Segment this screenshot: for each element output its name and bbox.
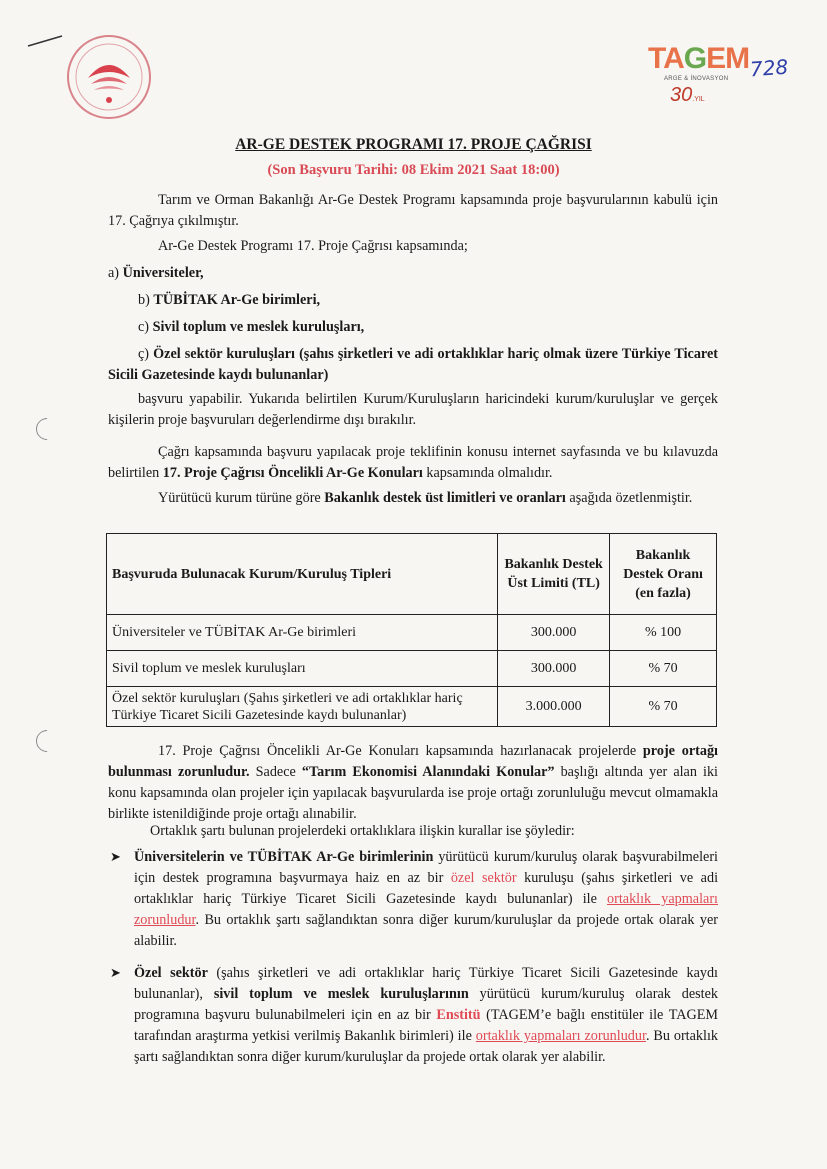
table-header-rate: Bakanlık Destek Oranı (en fazla) [610,534,717,615]
bullet2-bold-2: sivil toplum ve meslek kuruluşlarının [213,986,469,1002]
intro-paragraph: Tarım ve Orman Bakanlığı Ar-Ge Destek Programı kapsamında proje başvurularının kabulü için 17. Çağrıya çıkılmıştır. [108,192,718,229]
eligible-prefix-d: ç) [138,346,154,362]
limits-bold: Bakanlık destek üst limitleri ve oranları [324,490,566,506]
support-limits-table [106,533,717,727]
logo-part-1: TA [648,42,684,75]
rules-intro: Ortaklık şartı bulunan projelerdeki ortaklıklara ilişkin kurallar ise şöyledir: [150,823,575,839]
pen-mark-icon [26,34,64,48]
table-cell-type: Sivil toplum ve meslek kuruluşları [107,651,498,687]
limits-pre: Yürütücü kurum türüne göre [158,490,325,506]
deadline-text: (Son Başvuru Tarihi: 08 Ekim 2021 Saat 18:00) [267,162,560,178]
table-cell-rate: % 100 [610,615,717,651]
bullet2-bold-1: Özel sektör [134,965,208,981]
bullet2-text-4: . Bu ortaklık şartı sağlandıktan sonra diğer kurum/kuruluşlar da projede ortak olarak yer alabilir. [134,1028,718,1065]
bullet2-text-1: (şahıs şirketleri ve adi ortaklıklar hariç Türkiye Ticaret Sicili Gazetesinde kaydı bulunanlar), [134,965,718,1002]
eligible-item-d [108,344,718,386]
ministry-seal-icon [66,34,152,120]
eligible-text-b: TÜBİTAK Ar-Ge birimleri, [153,292,321,308]
bullet1-bold: Üniversitelerin ve TÜBİTAK Ar-Ge birimlerinin [134,849,434,865]
arrow-bullet-icon: ➤ [110,966,121,981]
topics-post: kapsamında olmalıdır. [422,465,553,481]
punch-hole-icon [31,725,62,756]
table-header-type: Başvuruda Bulunacak Kurum/Kuruluş Tipleri [107,534,498,615]
topics-bold: 17. Proje Çağrısı Öncelikli Ar-Ge Konuları [162,465,423,481]
table-cell-limit: 300.000 [498,651,610,687]
partner-bold-1: proje ortağı bulunması zorunludur. [108,743,718,780]
bullet2-red-1: Enstitü [436,1007,481,1023]
bullet1-red-1: özel sektör [450,870,517,886]
logo-tagline: ARGE & İNOVASYON [664,76,729,82]
table-cell-type: Özel sektör kuruluşları (Şahıs şirketleri ve adi ortaklıklar hariç Türkiye Ticaret Sicili Gazetesinde kaydı bulunanlar) [107,687,498,727]
bullet2-text-3: (TAGEM’e bağlı enstitüler ile TAGEM tarafından araştırma yetkisi verilmiş Bakanlık birimleri) ile [134,1007,718,1044]
bullet1-text-3: . Bu ortaklık şartı sağlandıktan sonra diğer kurum/kuruluşlar da projede ortak olarak yer alabilir. [134,912,718,949]
partner-text-3: başlığı altında yer alan iki konu kapsamında olan projeler için yapılacak başvurularda ise proje ortağı zorunluluğu mevcut olmamakla birlikte istenildiğinde proje ortağı alınabilir. [108,764,718,822]
bullet1-red-2: ortaklık yapmaları zorunludur [134,891,718,928]
eligible-prefix-b: b) [138,292,154,308]
anniversary-suffix: .YIL [692,96,705,103]
bullet1-text-1: yürütücü kurum/kuruluş olarak başvurabilmeleri için destek programına başvurmaya haiz en az bir [134,849,718,886]
topics-paragraph [108,442,718,484]
eligible-text-d: Özel sektör kuruluşları (şahıs şirketleri ve adi ortaklıklar hariç olmak üzere Türkiye Ticaret Sicili Gazetesinde kaydı bulunanlar) [108,346,718,383]
eligible-prefix-c: c) [138,319,153,335]
anniversary-mark [670,84,705,107]
scope-intro: Ar-Ge Destek Programı 17. Proje Çağrısı kapsamında; [158,238,468,254]
partner-paragraph [108,741,718,825]
punch-hole-icon [31,413,62,444]
table-cell-type: Üniversiteler ve TÜBİTAK Ar-Ge birimleri [107,615,498,651]
bullet1-text-2: kuruluşu (şahıs şirketleri ve adi ortaklıklar hariç Türkiye Ticaret Sicili Gazetesinde kaydı bulunanlar) ile [134,870,719,907]
handwritten-number: 728 [749,54,789,82]
table-header-row [107,534,717,615]
table-row [107,615,717,651]
table-cell-rate: % 70 [610,651,717,687]
rule-bullet-2 [134,963,718,1068]
limits-post: aşağıda özetlenmiştir. [565,490,693,506]
bullet2-red-2: ortaklık yapmaları zorunludur [475,1028,646,1044]
table-cell-rate: % 70 [610,687,717,727]
eligible-outro: başvuru yapabilir. Yukarıda belirtilen Kurum/Kuruluşların haricindeki kurum/kuruluşlar ve gerçek kişilerin proje başvuruları değerlendirme dışı bırakılır. [108,391,718,428]
table-cell-limit: 300.000 [498,615,610,651]
bullet2-text-2: yürütücü kurum/kuruluş olarak destek programına başvuru bulunabilmeleri için en az bir [134,986,718,1023]
eligible-item-b [138,290,320,311]
eligible-item-c [138,317,364,338]
eligible-text-c: Sivil toplum ve meslek kuruluşları, [152,319,365,335]
eligible-item-a [108,263,204,284]
topics-pre: Çağrı kapsamında başvuru yapılacak proje teklifinin konusu internet sayfasında ve bu kılavuzda belirtilen [108,444,718,481]
eligible-prefix-a: a) [108,265,123,281]
partner-text-1: 17. Proje Çağrısı Öncelikli Ar-Ge Konuları kapsamında hazırlanacak projelerde [158,743,643,759]
document-title: AR-GE DESTEK PROGRAMI 17. PROJE ÇAĞRISI [235,136,592,153]
table-cell-limit: 3.000.000 [498,687,610,727]
table-row [107,687,717,727]
limits-paragraph [108,488,718,509]
logo-part-2: G [683,42,707,75]
arrow-bullet-icon: ➤ [110,850,121,865]
rule-bullet-1 [134,847,718,952]
partner-text-2: Sadece [249,764,302,780]
table-header-limit: Bakanlık Destek Üst Limiti (TL) [498,534,610,615]
logo-part-3: EM [706,42,750,75]
eligible-text-a: Üniversiteler, [122,265,204,281]
table-row [107,651,717,687]
anniversary-number: 30 [670,84,693,106]
partner-bold-2: “Tarım Ekonomisi Alanındaki Konular” [301,764,555,780]
